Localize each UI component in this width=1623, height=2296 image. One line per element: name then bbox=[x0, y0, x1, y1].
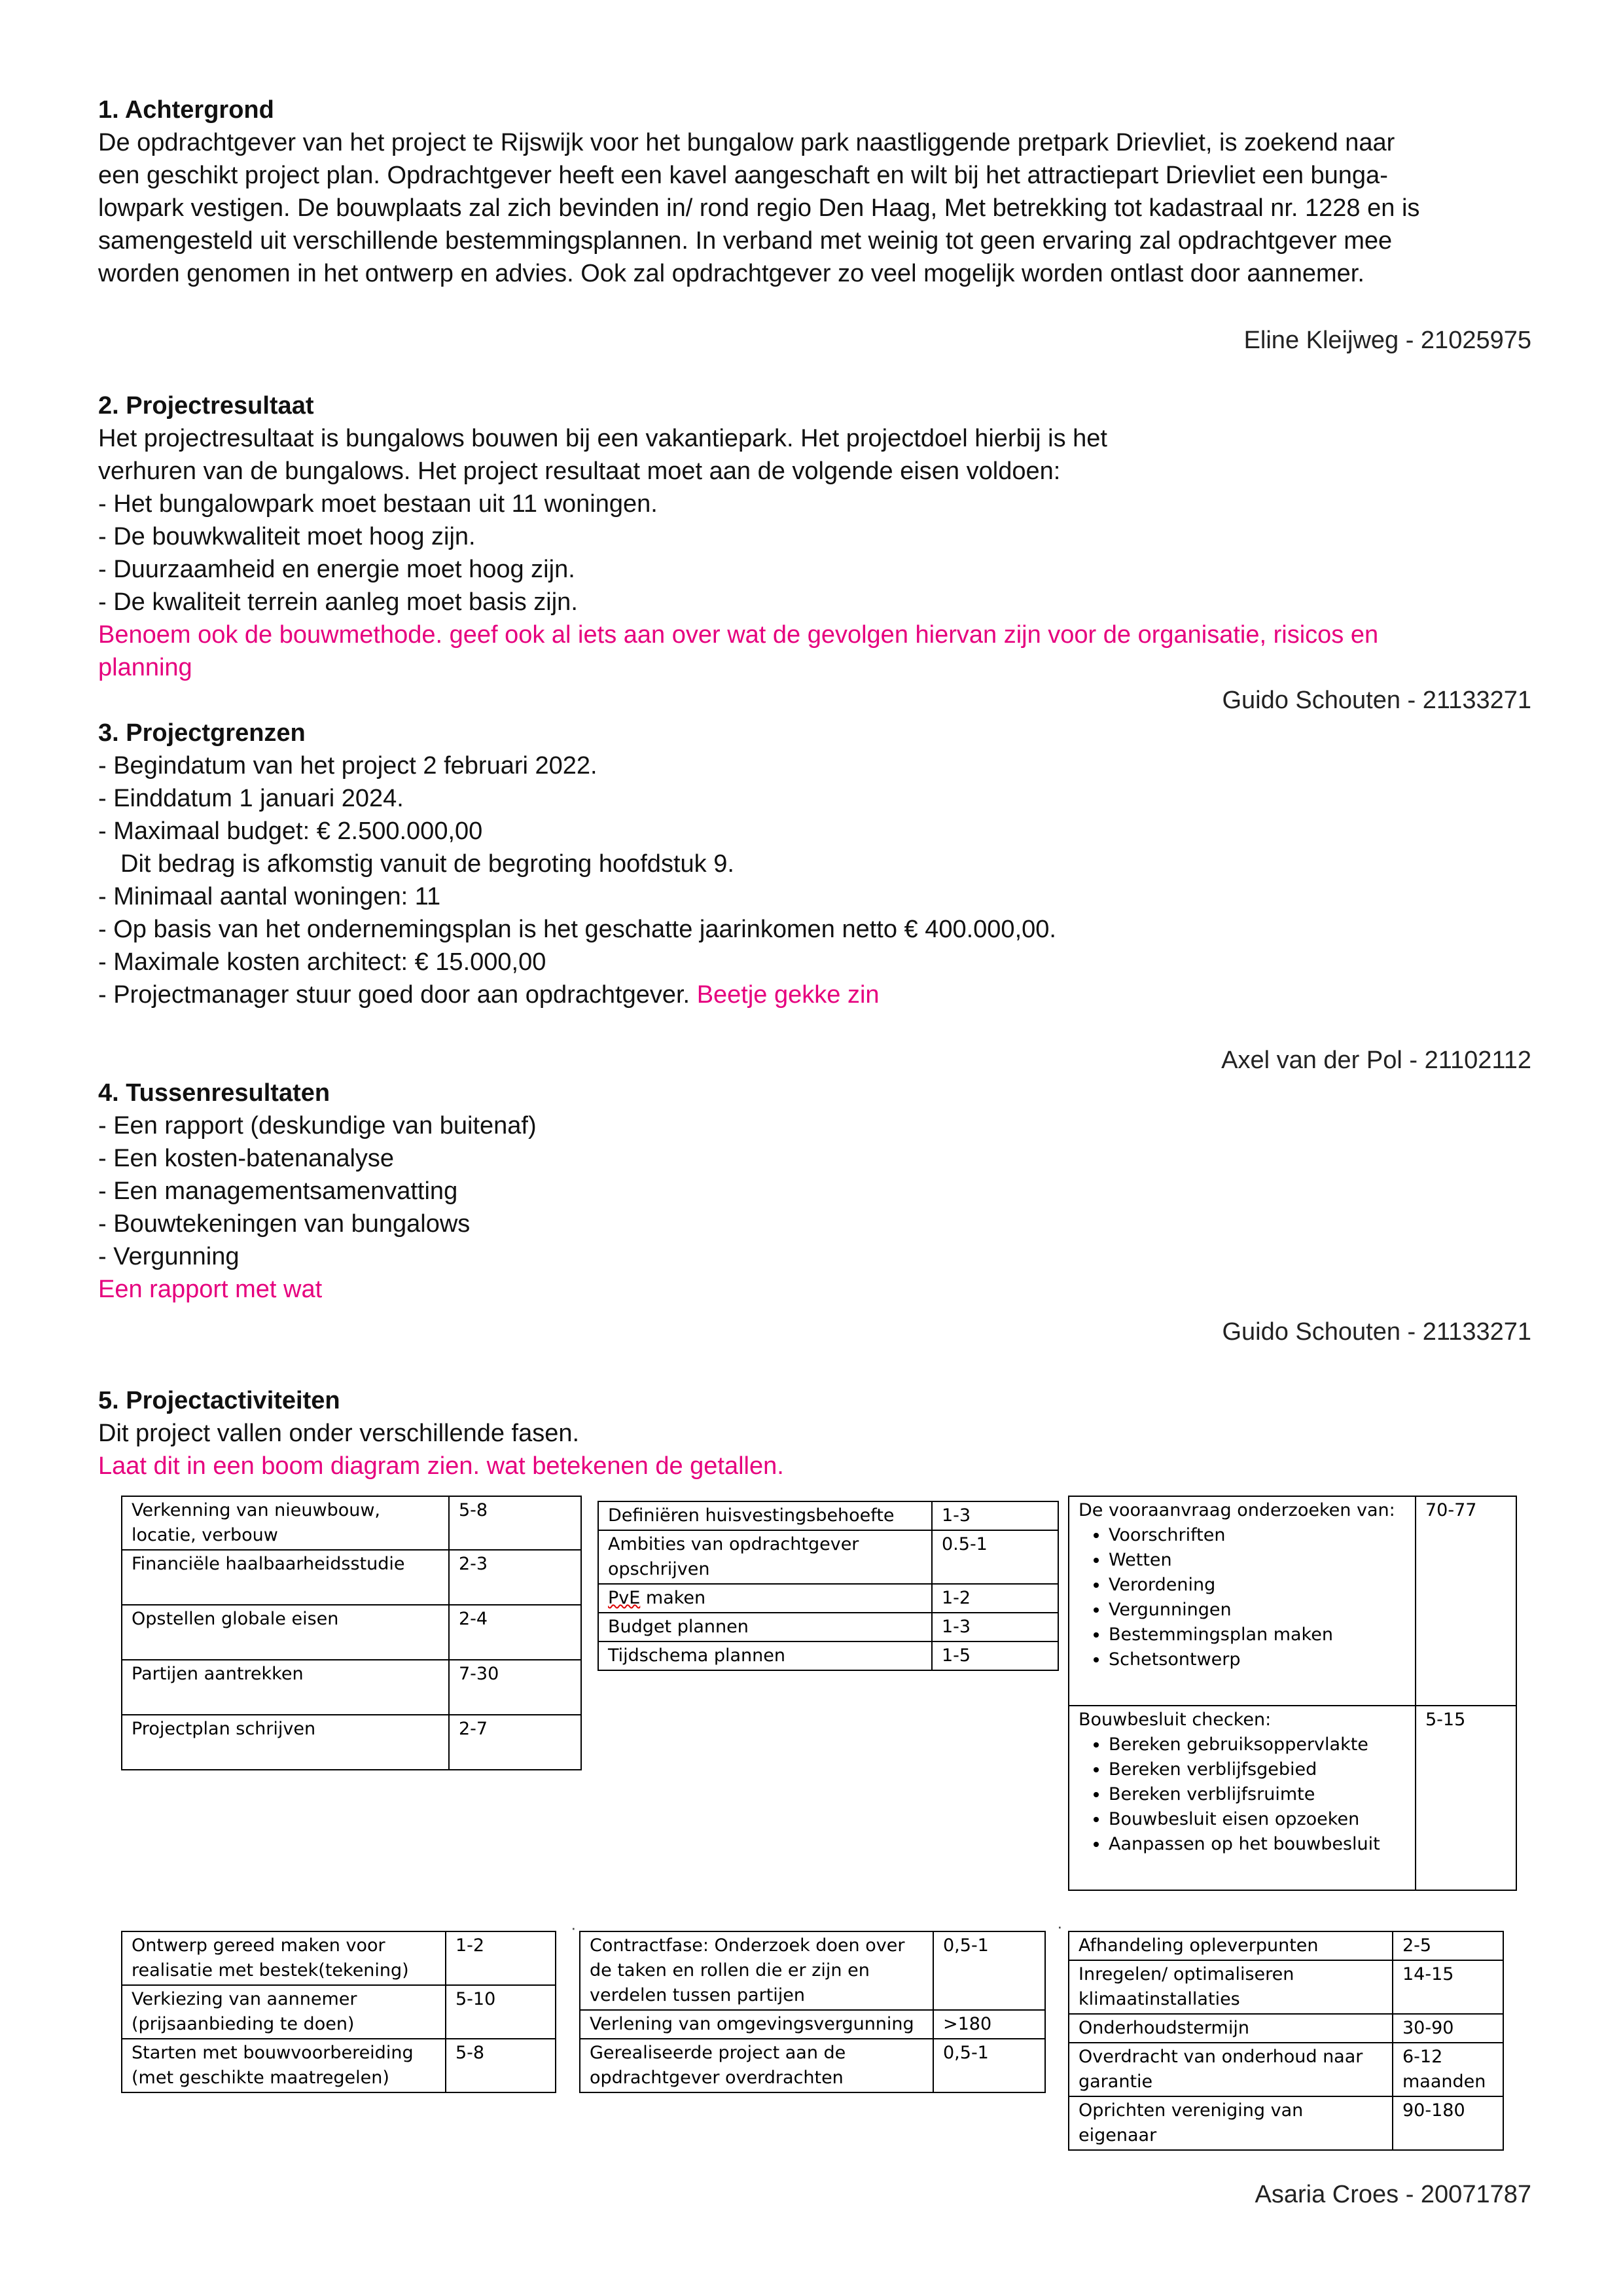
activity-table-ontwerp bbox=[1068, 1496, 1517, 1891]
review-comment: Een rapport met wat bbox=[98, 1276, 323, 1303]
duration-cell: 90-180 bbox=[1393, 2096, 1503, 2150]
list-item-text: - Projectmanager stuur goed door aan opdrachtgever. bbox=[98, 981, 690, 1009]
table-row bbox=[122, 1660, 581, 1715]
duration-cell: 6-12 maanden bbox=[1393, 2043, 1503, 2096]
duration-cell: 0,5-1 bbox=[933, 2039, 1045, 2092]
section-title: 2. Projectresultaat bbox=[98, 392, 314, 420]
list-item: - Maximale kosten architect: € 15.000,00 bbox=[98, 948, 546, 976]
activity-cell: Contractfase: Onderzoek doen over de taken en rollen die er zijn en verdelen tussen partijen bbox=[580, 1931, 933, 2010]
activity-cell: Afhandeling opleverpunten bbox=[1069, 1931, 1393, 1960]
section-projectresultaat bbox=[98, 389, 1531, 684]
list-item: • Bereken gebruiksoppervlakte bbox=[1109, 1732, 1406, 1757]
list-item: • Wetten bbox=[1109, 1548, 1406, 1573]
activity-cell: Inregelen/ optimaliseren klimaatinstallaties bbox=[1069, 1960, 1393, 2014]
table-row bbox=[122, 1550, 581, 1605]
activity-table-initiatief bbox=[121, 1496, 582, 1770]
paragraph-line: De opdrachtgever van het project te Rijswijk voor het bungalow park naastliggende pretpark Drievliet, is zoekend naar bbox=[98, 129, 1395, 156]
section-tussenresultaten bbox=[98, 1077, 1531, 1306]
author-signature: Asaria Croes - 20071787 bbox=[1255, 2181, 1531, 2208]
activity-cell: Tijdschema plannen bbox=[598, 1641, 932, 1670]
table-row bbox=[122, 2039, 556, 2092]
duration-cell: 5-8 bbox=[449, 1496, 581, 1550]
duration-cell: 0,5-1 bbox=[933, 1931, 1045, 2010]
section-title: 4. Tussenresultaten bbox=[98, 1079, 330, 1107]
activity-cell: Verlening van omgevingsvergunning bbox=[580, 2010, 933, 2039]
duration-cell: 0.5-1 bbox=[932, 1530, 1058, 1584]
cell-heading: De vooraanvraag onderzoeken van: bbox=[1079, 1500, 1395, 1520]
section-projectgrenzen bbox=[98, 717, 1531, 1011]
activity-table-definitie bbox=[597, 1501, 1059, 1671]
cell-heading: Bouwbesluit checken: bbox=[1079, 1710, 1272, 1730]
author-signature: Guido Schouten - 21133271 bbox=[1222, 687, 1531, 714]
author-signature: Eline Kleijweg - 21025975 bbox=[1243, 327, 1531, 354]
activity-table-realisatie bbox=[579, 1931, 1046, 2093]
section-title: 5. Projectactiviteiten bbox=[98, 1387, 340, 1414]
table-row bbox=[122, 1931, 556, 1985]
table-row bbox=[580, 1931, 1045, 2010]
activity-cell: Oprichten vereniging van eigenaar bbox=[1069, 2096, 1393, 2150]
paragraph-line: een geschikt project plan. Opdrachtgever heeft een kavel aangeschaft en wilt bij het attractiepart Drievliet een bunga- bbox=[98, 162, 1388, 189]
duration-cell: 1-2 bbox=[932, 1584, 1058, 1613]
activity-cell: Verkenning van nieuwbouw, locatie, verbouw bbox=[122, 1496, 449, 1550]
duration-cell: 5-10 bbox=[446, 1985, 556, 2039]
paragraph-line: Dit project vallen onder verschillende fasen. bbox=[98, 1420, 580, 1447]
list-item-note: Dit bedrag is afkomstig vanuit de begroting hoofdstuk 9. bbox=[120, 850, 734, 878]
list-item: - De kwaliteit terrein aanleg moet basis zijn. bbox=[98, 588, 578, 616]
review-comment: planning bbox=[98, 654, 192, 681]
list-item: - Bouwtekeningen van bungalows bbox=[98, 1210, 471, 1238]
list-item: - Een rapport (deskundige van buitenaf) bbox=[98, 1112, 537, 1139]
list-item: - Een managementsamenvatting bbox=[98, 1177, 458, 1205]
activity-cell: Starten met bouwvoorbereiding (met geschikte maatregelen) bbox=[122, 2039, 446, 2092]
list-item: • Bouwbesluit eisen opzoeken bbox=[1109, 1807, 1406, 1832]
duration-cell: 14-15 bbox=[1393, 1960, 1503, 2014]
table-row bbox=[598, 1641, 1058, 1670]
paragraph-line: verhuren van de bungalows. Het project resultaat moet aan de volgende eisen voldoen: bbox=[98, 457, 1061, 485]
duration-cell: 2-4 bbox=[449, 1605, 581, 1660]
table-row bbox=[598, 1613, 1058, 1641]
section-achtergrond bbox=[98, 94, 1531, 290]
activity-cell: Financiële haalbaarheidsstudie bbox=[122, 1550, 449, 1605]
duration-cell: 1-3 bbox=[932, 1613, 1058, 1641]
list-item: - Begindatum van het project 2 februari 2022. bbox=[98, 752, 597, 780]
activity-cell bbox=[1069, 1496, 1416, 1706]
activity-cell: Onderhoudstermijn bbox=[1069, 2014, 1393, 2043]
duration-cell: 30-90 bbox=[1393, 2014, 1503, 2043]
bullet-list bbox=[1079, 1523, 1406, 1672]
paragraph-line: Het projectresultaat is bungalows bouwen bij een vakantiepark. Het projectdoel hierbij is het bbox=[98, 425, 1107, 452]
activity-cell bbox=[598, 1584, 932, 1613]
table-row bbox=[122, 1605, 581, 1660]
duration-cell: 2-3 bbox=[449, 1550, 581, 1605]
duration-cell: 2-5 bbox=[1393, 1931, 1503, 1960]
duration-cell: 70-77 bbox=[1416, 1496, 1516, 1706]
spellcheck-word: PvE bbox=[608, 1588, 641, 1608]
table-row bbox=[598, 1584, 1058, 1613]
list-item: - Minimaal aantal woningen: 11 bbox=[98, 883, 441, 910]
table-row bbox=[1069, 1960, 1503, 2014]
section-projectactiviteiten bbox=[98, 1384, 1531, 1482]
paragraph-line: worden genomen in het ontwerp en advies. Ook zal opdrachtgever zo veel mogelijk worden ontlast door aannemer. bbox=[98, 260, 1364, 287]
list-item: - Maximaal budget: € 2.500.000,00 bbox=[98, 817, 483, 845]
table-row bbox=[122, 1985, 556, 2039]
author-signature: Axel van der Pol - 21102112 bbox=[1221, 1047, 1531, 1074]
table-row bbox=[580, 2010, 1045, 2039]
table-row bbox=[1069, 1496, 1516, 1706]
table-row bbox=[1069, 1931, 1503, 1960]
table-row bbox=[1069, 2096, 1503, 2150]
activity-cell: Opstellen globale eisen bbox=[122, 1605, 449, 1660]
list-item: • Bereken verblijfsgebied bbox=[1109, 1757, 1406, 1782]
paragraph-line: samengesteld uit verschillende bestemmingsplannen. In verband met weinig tot geen ervaring zal opdrachtgever mee bbox=[98, 227, 1393, 255]
activity-text: maken bbox=[640, 1588, 706, 1608]
list-item bbox=[98, 978, 1531, 1011]
duration-cell: 1-2 bbox=[446, 1931, 556, 1985]
list-item: - Het bungalowpark moet bestaan uit 11 woningen. bbox=[98, 490, 658, 518]
duration-cell: 7-30 bbox=[449, 1660, 581, 1715]
list-item: • Bestemmingsplan maken bbox=[1109, 1623, 1406, 1647]
bullet-list bbox=[1079, 1732, 1406, 1857]
list-item: - Einddatum 1 januari 2024. bbox=[98, 785, 404, 812]
list-item: - Een kosten-batenanalyse bbox=[98, 1145, 395, 1172]
list-item: - Vergunning bbox=[98, 1243, 240, 1270]
review-comment: Benoem ook de bouwmethode. geef ook al iets aan over wat de gevolgen hiervan zijn voor de organisatie, risicos en bbox=[98, 621, 1379, 649]
table-row bbox=[598, 1530, 1058, 1584]
table-row bbox=[122, 1496, 581, 1550]
activity-cell: Overdracht van onderhoud naar garantie bbox=[1069, 2043, 1393, 2096]
activity-cell: Partijen aantrekken bbox=[122, 1660, 449, 1715]
list-item: • Verordening bbox=[1109, 1573, 1406, 1598]
review-comment: Laat dit in een boom diagram zien. wat betekenen de getallen. bbox=[98, 1452, 784, 1480]
activity-cell: Ambities van opdrachtgever opschrijven bbox=[598, 1530, 932, 1584]
list-item: • Schetsontwerp bbox=[1109, 1647, 1406, 1672]
duration-cell: 2-7 bbox=[449, 1715, 581, 1770]
activity-cell: Gerealiseerde project aan de opdrachtgever overdrachten bbox=[580, 2039, 933, 2092]
duration-cell: 1-3 bbox=[932, 1501, 1058, 1530]
activity-cell bbox=[1069, 1706, 1416, 1890]
activity-cell: Budget plannen bbox=[598, 1613, 932, 1641]
list-item: - De bouwkwaliteit moet hoog zijn. bbox=[98, 523, 476, 550]
activity-cell: Definiëren huisvestingsbehoefte bbox=[598, 1501, 932, 1530]
duration-cell: 1-5 bbox=[932, 1641, 1058, 1670]
activity-cell: Ontwerp gereed maken voor realisatie met bestek(tekening) bbox=[122, 1931, 446, 1985]
list-item: • Bereken verblijfsruimte bbox=[1109, 1782, 1406, 1807]
duration-cell: 5-8 bbox=[446, 2039, 556, 2092]
table-row bbox=[1069, 1706, 1516, 1890]
activity-table-nazorg bbox=[1068, 1931, 1504, 2151]
list-item: • Aanpassen op het bouwbesluit bbox=[1109, 1832, 1406, 1857]
paragraph-line: lowpark vestigen. De bouwplaats zal zich bevinden in/ rond regio Den Haag, Met betrekking tot kadastraal nr. 1228 en is bbox=[98, 194, 1420, 222]
table-row bbox=[1069, 2014, 1503, 2043]
table-row bbox=[122, 1715, 581, 1770]
list-item: • Vergunningen bbox=[1109, 1598, 1406, 1623]
activity-cell: Verkiezing van aannemer (prijsaanbieding te doen) bbox=[122, 1985, 446, 2039]
list-item: • Voorschriften bbox=[1109, 1523, 1406, 1548]
table-row bbox=[580, 2039, 1045, 2092]
review-comment: Beetje gekke zin bbox=[696, 981, 880, 1009]
section-title: 3. Projectgrenzen bbox=[98, 719, 306, 747]
list-item: - Duurzaamheid en energie moet hoog zijn. bbox=[98, 556, 575, 583]
duration-cell: >180 bbox=[933, 2010, 1045, 2039]
section-title: 1. Achtergrond bbox=[98, 96, 274, 124]
stray-mark: · bbox=[1057, 1916, 1063, 1936]
stray-mark: · bbox=[571, 1918, 577, 1937]
table-row bbox=[598, 1501, 1058, 1530]
activity-table-voorbereiding bbox=[121, 1931, 556, 2093]
duration-cell: 5-15 bbox=[1416, 1706, 1516, 1890]
author-signature: Guido Schouten - 21133271 bbox=[1222, 1318, 1531, 1346]
table-row bbox=[1069, 2043, 1503, 2096]
activity-cell: Projectplan schrijven bbox=[122, 1715, 449, 1770]
list-item: - Op basis van het ondernemingsplan is het geschatte jaarinkomen netto € 400.000,00. bbox=[98, 916, 1056, 943]
